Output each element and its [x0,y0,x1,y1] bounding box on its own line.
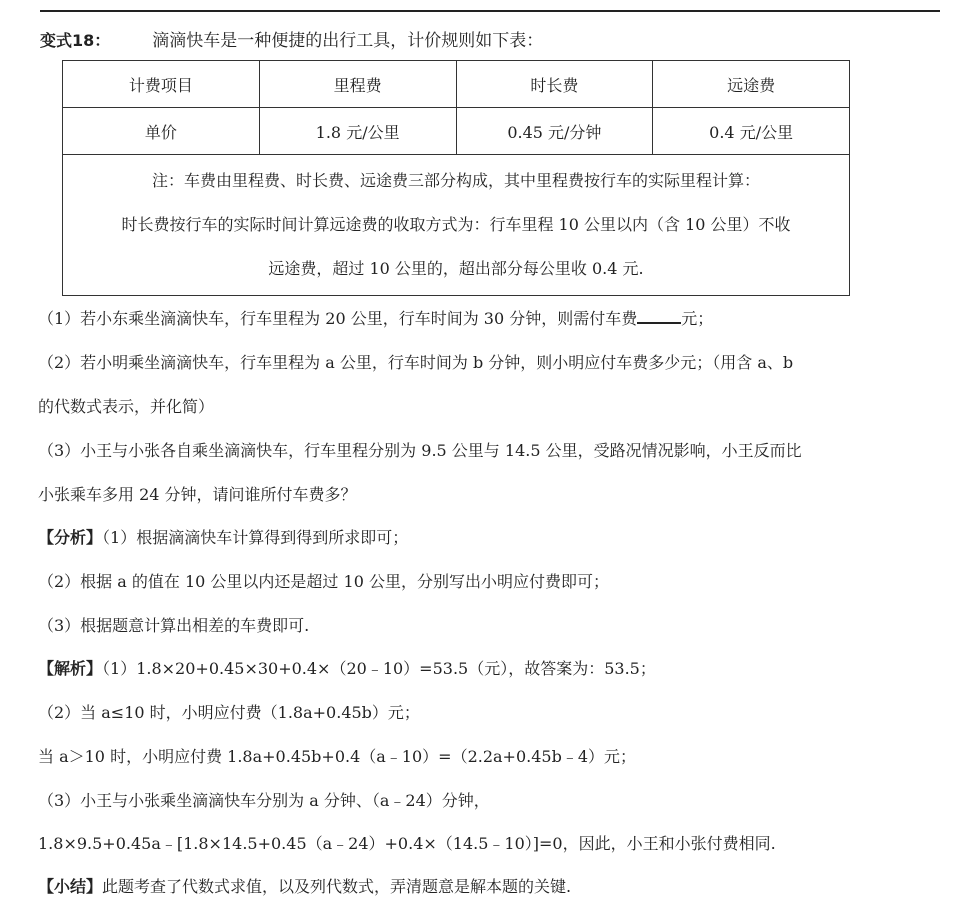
solution-text: （1）1.8×20+0.45×30+0.4×（20﹣10）=53.5（元），故答案为：53.5； [102,659,656,678]
table-cell: 0.45 元/分钟 [456,108,653,155]
solution-line-2: （2）当 a≤10 时，小明应付费（1.8a+0.45b）元； [38,703,420,722]
table-note [63,155,850,296]
table-note-row [63,155,850,296]
question-1 [38,306,713,329]
note-line: 时长费按行车的实际时间计算远途费的收取方式为：行车里程 10 公里以内（含 10 公里）不收 [121,215,791,234]
analysis-line-2: （2）根据 a 的值在 10 公里以内还是超过 10 公里，分别写出小明应付费即可； [38,572,609,591]
note-line: 远途费，超过 10 公里的，超出部分每公里收 0.4 元. [268,259,644,278]
solution-line-5: 1.8×9.5+0.45a﹣[1.8×14.5+0.45（a﹣24）+0.4×（14.5﹣10）]=0，因此，小王和小张付费相同. [38,834,776,853]
summary-line [38,874,571,897]
answer-blank [637,308,681,324]
fee-table [62,60,850,296]
table-header-cell: 计费项目 [63,61,260,108]
table-cell: 1.8 元/公里 [259,108,456,155]
question-3-line-1: （3）小王与小张各自乘坐滴滴快车，行车里程分别为 9.5 公里与 14.5 公里，受路况情况影响，小王反而比 [38,441,802,460]
solution-label: 【解析】 [38,659,103,678]
question-2-line-2: 的代数式表示，并化简） [38,397,215,416]
table-header-cell: 时长费 [456,61,653,108]
summary-text: 此题考查了代数式求值，以及列代数式，弄清题意是解本题的关键. [102,877,572,896]
analysis-line-1 [38,525,408,548]
top-rule [40,10,940,12]
question-2-line-1: （2）若小明乘坐滴滴快车，行车里程为 a 公里，行车时间为 b 分钟，则小明应付车费多少元；（用含 a、b [38,353,794,372]
table-header-row [63,61,850,108]
problem-title [40,26,543,51]
solution-line-3: 当 a＞10 时，小明应付费 1.8a+0.45b+0.4（a﹣10）=（2.2a+0.45b﹣4）元； [38,747,637,766]
question-1-unit: 元； [681,309,714,328]
table-cell: 0.4 元/公里 [653,108,850,155]
analysis-line-3: （3）根据题意计算出相差的车费即可. [38,616,310,635]
solution-line-4: （3）小王与小张乘坐滴滴快车分别为 a 分钟、（a﹣24）分钟， [38,791,490,810]
note-line: 注：车费由里程费、时长费、远途费三部分构成，其中里程费按行车的实际里程计算： [151,171,760,190]
question-3-line-2: 小张乘车多用 24 分钟，请问谁所付车费多？ [38,485,357,504]
problem-label: 变式18： [40,31,111,50]
solution-line-1 [38,656,656,679]
summary-label: 【小结】 [38,877,103,896]
analysis-text: （1）根据滴滴快车计算得到得到所求即可； [102,528,409,547]
table-row [63,108,850,155]
table-header-cell: 远途费 [653,61,850,108]
problem-intro: 滴滴快车是一种便捷的出行工具，计价规则如下表： [152,31,544,51]
analysis-label: 【分析】 [38,528,103,547]
question-1-text: （1）若小东乘坐滴滴快车，行车里程为 20 公里，行车时间为 30 分钟，则需付车费 [38,309,638,328]
table-header-cell: 里程费 [259,61,456,108]
table-cell: 单价 [63,108,260,155]
